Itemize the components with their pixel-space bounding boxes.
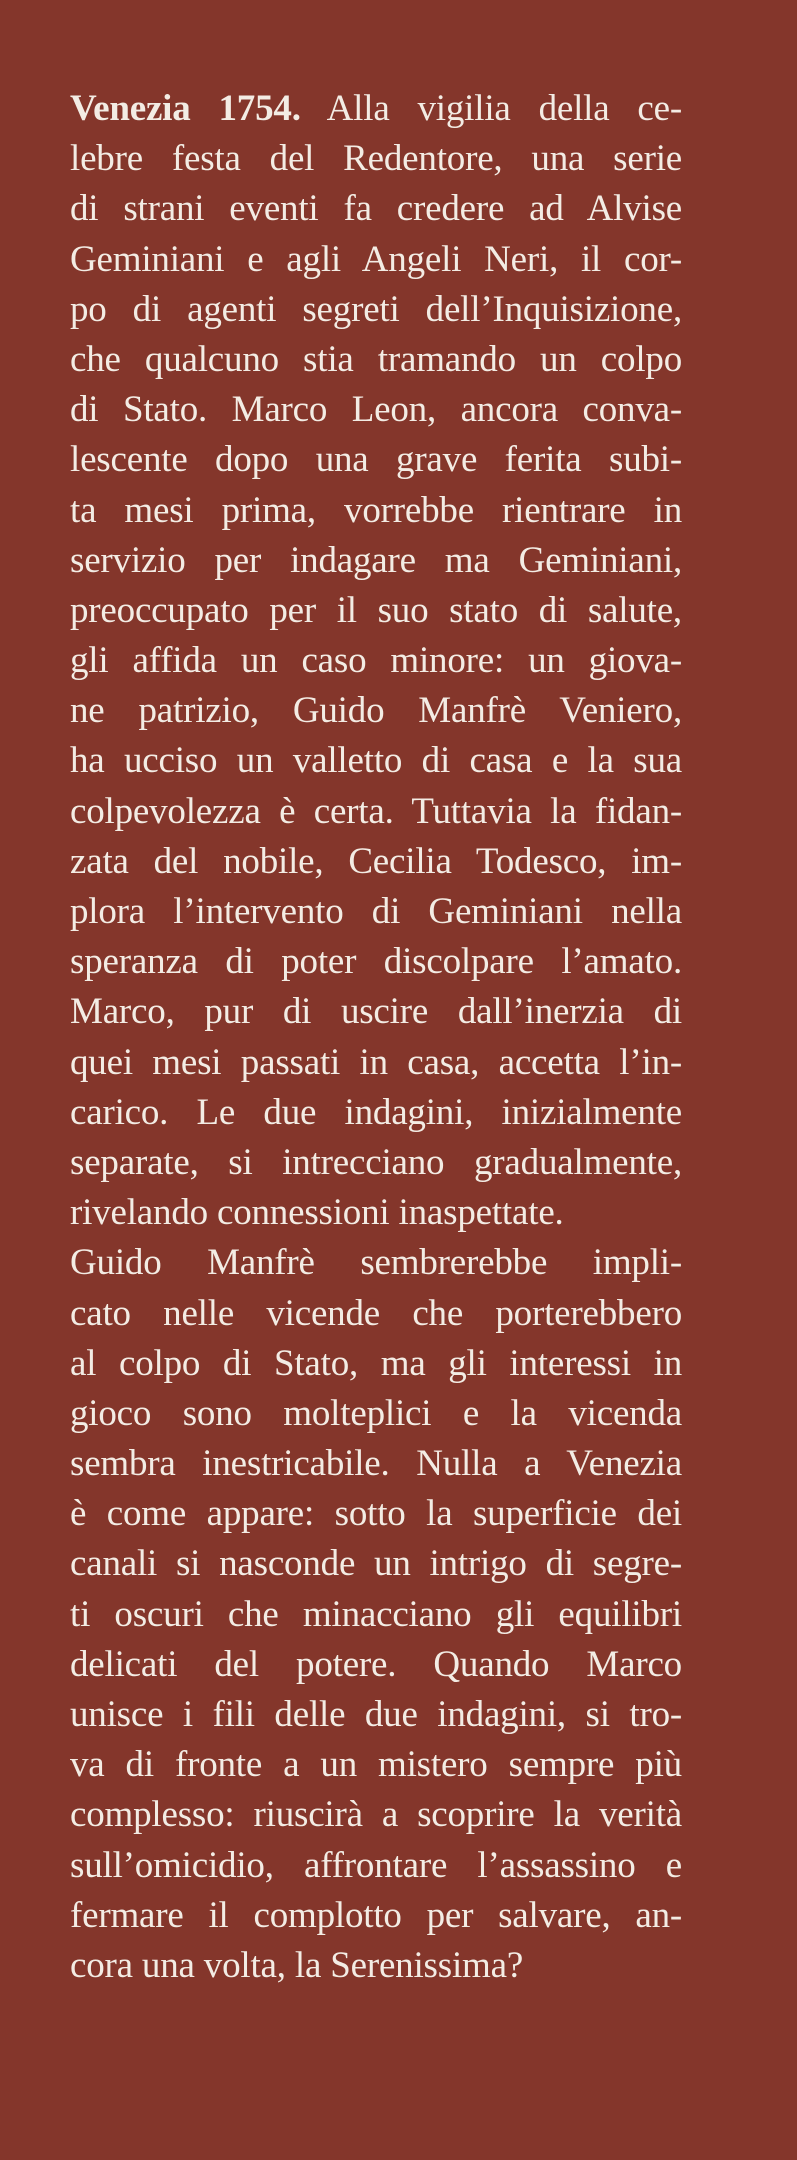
blurb-line: al colpo di Stato, ma gli interessi in xyxy=(70,1342,682,1384)
blurb-line: lebre festa del Redentore, una serie xyxy=(70,138,682,180)
blurb-line: ti oscuri che minacciano gli equilibri xyxy=(70,1593,682,1635)
blurb-line: sembra inestricabile. Nulla a Venezia xyxy=(70,1443,682,1485)
blurb-line: che qualcuno stia tramando un colpo xyxy=(70,338,682,380)
back-cover-blurb xyxy=(70,84,682,1991)
blurb-line: quei mesi passati in casa, accetta l’in- xyxy=(70,1041,682,1083)
blurb-line: separate, si intrecciano gradualmente, xyxy=(70,1141,682,1183)
blurb-line: servizio per indagare ma Geminiani, xyxy=(70,539,682,581)
blurb-line: plora l’intervento di Geminiani nella xyxy=(70,891,682,932)
blurb-line: rivelando connessioni inaspettate. xyxy=(70,1192,564,1234)
blurb-line-text: Alla vigilia della ce- xyxy=(300,88,682,129)
blurb-line: speranza di poter discolpare l’amato. xyxy=(70,941,682,983)
blurb-line: ha ucciso un valletto di casa e la sua xyxy=(70,740,682,782)
blurb-line: carico. Le due indagini, inizialmente xyxy=(70,1091,682,1133)
blurb-line: di Stato. Marco Leon, ancora conva- xyxy=(70,389,682,431)
blurb-line: cora una volta, la Serenissima? xyxy=(70,1944,524,1986)
blurb-line: po di agenti segreti dell’Inquisizione, xyxy=(70,288,682,330)
blurb-line: Guido Manfrè sembrerebbe impli- xyxy=(70,1242,682,1284)
blurb-line: canali si nasconde un intrigo di segre- xyxy=(70,1543,682,1585)
blurb-line xyxy=(70,84,682,134)
blurb-lead: Venezia 1754. xyxy=(70,88,301,129)
blurb-line: lescente dopo una grave ferita subi- xyxy=(70,439,682,481)
blurb-line: fermare il complotto per salvare, an- xyxy=(70,1894,682,1936)
blurb-line: cato nelle vicende che porterebbero xyxy=(70,1292,682,1334)
blurb-line: gioco sono molteplici e la vicenda xyxy=(70,1392,682,1434)
blurb-line: va di fronte a un mistero sempre più xyxy=(70,1744,682,1786)
blurb-line: preoccupato per il suo stato di salute, xyxy=(70,589,682,631)
blurb-line: è come appare: sotto la superficie dei xyxy=(70,1493,682,1535)
blurb-line: Geminiani e agli Angeli Neri, il cor- xyxy=(70,238,682,280)
blurb-line: zata del nobile, Cecilia Todesco, im- xyxy=(70,840,682,882)
blurb-line: di strani eventi fa credere ad Alvise xyxy=(70,188,682,230)
blurb-line: delicati del potere. Quando Marco xyxy=(70,1643,682,1685)
blurb-line: unisce i fili delle due indagini, si tro- xyxy=(70,1694,682,1735)
blurb-line: complesso: riuscirà a scoprire la verità xyxy=(70,1794,682,1836)
blurb-line: ta mesi prima, vorrebbe rientrare in xyxy=(70,489,682,531)
blurb-line: ne patrizio, Guido Manfrè Veniero, xyxy=(70,690,682,732)
blurb-line: colpevolezza è certa. Tuttavia la fidan- xyxy=(70,790,682,832)
blurb-line: gli affida un caso minore: un giova- xyxy=(70,640,682,682)
blurb-line: sull’omicidio, affrontare l’assassino e xyxy=(70,1844,682,1886)
blurb-line: Marco, pur di uscire dall’inerzia di xyxy=(70,991,682,1033)
